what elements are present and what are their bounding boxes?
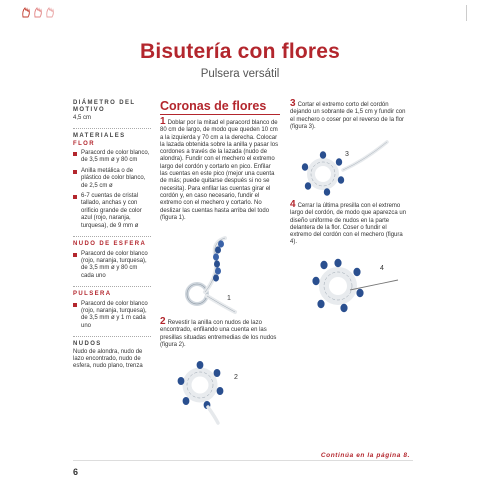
step-4: [290, 201, 408, 247]
list-item: Paracord de color blanco (rojo, naranja, turquesa), de 3,5 mm ø y 80 cm cada uno: [73, 251, 151, 281]
page-title: Bisutería con flores: [139, 40, 341, 63]
page-subtitle: Pulsera versátil: [200, 68, 280, 80]
knots-value: Nudo de alondra, nudo de lazo encontrado, nudo de esfera, nudo plano, trenza: [73, 348, 143, 370]
materials-sidebar: [73, 100, 151, 377]
figure-4-illustration: [290, 250, 400, 320]
list-item: Paracord de color blanco, de 3,5 mm ø y 80 cm: [73, 150, 151, 165]
step-1: [160, 118, 280, 222]
knot-section: [73, 241, 151, 280]
step-number: 1: [160, 116, 166, 127]
step-text: Cortar el extremo corto del cordón dejando un sobrante de 1,5 cm y fundir con el mechero o coser por el reverso de la flor (figura 3).: [290, 102, 406, 130]
figure-label: 4: [380, 265, 384, 272]
knot-list: [73, 251, 151, 281]
page-number: 6: [73, 467, 79, 477]
flower-list: [73, 150, 151, 230]
flower-heading: FLOR: [73, 140, 95, 147]
diameter-value: 4,5 cm: [73, 114, 92, 121]
materials-section: [73, 133, 151, 230]
footer-rule: [73, 460, 413, 461]
diameter-heading: DIÁMETRO DEL MOTIVO: [73, 100, 136, 114]
divider: [73, 336, 151, 337]
diameter-section: [73, 100, 151, 122]
figure-label: 3: [345, 151, 349, 158]
figure-label: 1: [227, 295, 231, 302]
step-number: 3: [290, 98, 296, 109]
materials-heading: MATERIALES: [73, 133, 126, 140]
knots-heading: NUDOS: [73, 341, 102, 348]
knot-heading: NUDO DE ESFERA: [73, 241, 147, 248]
step-number: 2: [160, 316, 166, 327]
bracelet-list: [73, 301, 151, 331]
needle-icon: [350, 280, 398, 290]
figure-2-illustration: [170, 355, 245, 425]
corner-rule: [466, 5, 467, 21]
section-underline: [160, 114, 280, 115]
divider: [73, 128, 151, 129]
figure-1-illustration: [165, 234, 255, 316]
hands-logo-icon: [20, 5, 70, 19]
bracelet-section: [73, 291, 151, 330]
step-2: [160, 318, 284, 349]
step-text: Revestir la anilla con nudos de lazo encontrado, enfilando una cuenta en las presillas situadas entremedias de los nudos (figura 2).: [160, 320, 277, 348]
step-3: [290, 100, 408, 131]
step-text: Cerrar la última presilla con el extremo largo del cordón, de modo que aparezca un diseño uniforme de nudos en la parte delantera de la flor. Coser o fundir el extremo del cordón con el mechero (figura 4).: [290, 203, 407, 246]
section-title: Coronas de flores: [160, 99, 267, 113]
knots-section: [73, 341, 151, 371]
list-item: 6-7 cuentas de cristal tallado, anchas y con orificio grande de color azul (rojo, naranja, turquesa), de 9 mm ø: [73, 193, 151, 230]
figure-3-illustration: [285, 140, 390, 200]
list-item: Anilla metálica o de plástico de color blanco, de 2,5 cm ø: [73, 168, 151, 190]
divider: [73, 286, 151, 287]
step-text: Doblar por la mitad el paracord blanco de 80 cm de largo, de modo que queden 10 cm a la izquierda y 70 cm a la derecha. Colocar la lazada obtenida sobre la anilla y pasar los cordones a través de la lazada (nudo de alondra). Fundir con el mechero el extremo largo del cordón y cortarlo en pico. Enfilar las cuentas en este pico (mejor una cuenta de más; puede quitarse después si no se necesita). Para enfilar las cuentas girar el cordón y, en caso necesario, fundir el extremo con el mechero y cortarlo. No deslizar las cuentas hasta arriba del todo (figura 1).: [160, 120, 279, 221]
bracelet-heading: PULSERA: [73, 291, 112, 298]
continues-note: Continúa en la página 8.: [320, 452, 410, 459]
figure-label: 2: [234, 374, 238, 381]
step-number: 4: [290, 199, 296, 210]
divider: [73, 236, 151, 237]
list-item: Paracord de color blanco (rojo, naranja, turquesa), de 3,5 mm ø y 1 m cada uno: [73, 301, 151, 331]
